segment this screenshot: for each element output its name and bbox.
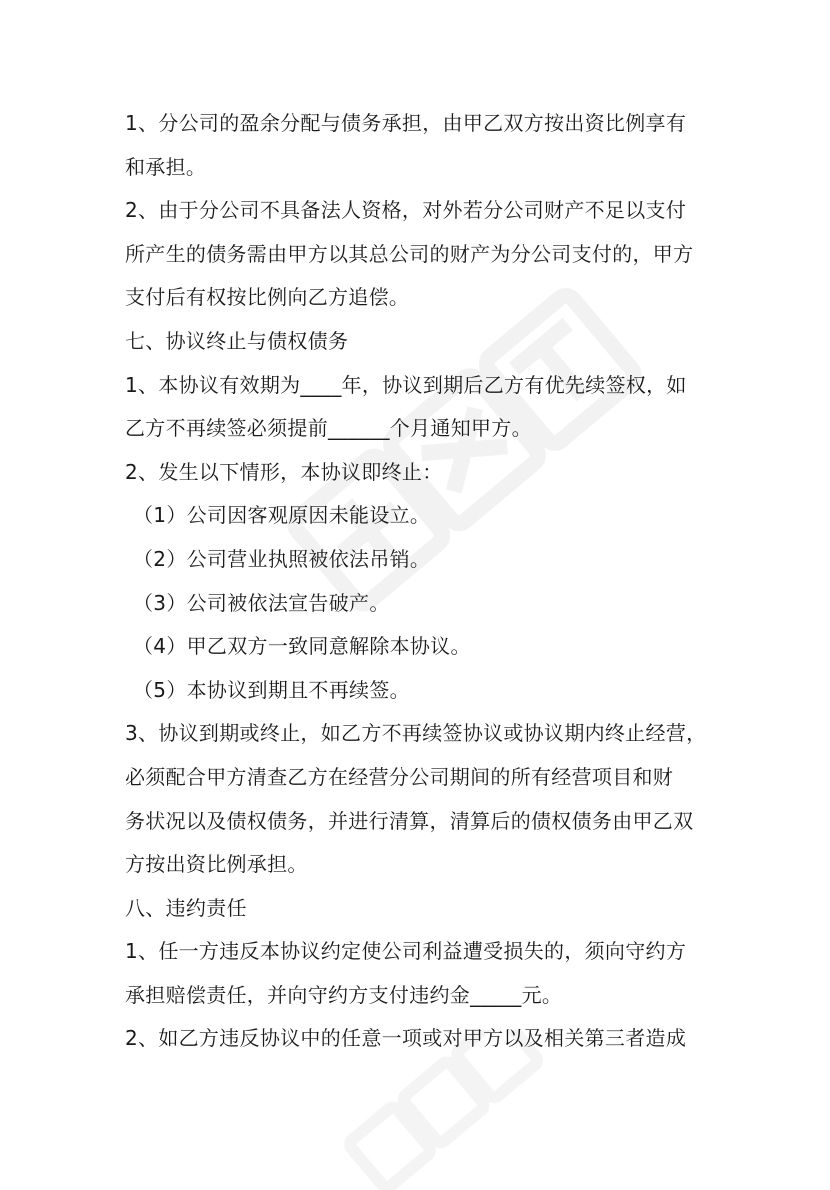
paragraph-line: 支付后有权按比例向乙方追偿。 (125, 285, 410, 310)
paragraph-line: 承担赔偿责任，并向守约方支付违约金_____元。 (125, 982, 563, 1007)
paragraph-line: 1、任一方违反本协议约定使公司利益遭受损失的，须向守约方 (125, 939, 687, 964)
list-item: （2）公司营业执照被依法吊销。 (133, 546, 431, 571)
paragraph-line: 所产生的债务需由甲方以其总公司的财产为分公司支付的，甲方 (125, 241, 694, 266)
paragraph-line: 2、发生以下情形，本协议即终止： (125, 459, 443, 484)
section-heading: 七、协议终止与债权债务 (125, 328, 349, 353)
paragraph-line: 乙方不再续签必须提前______个月通知甲方。 (125, 416, 532, 441)
paragraph-line: 3、协议到期或终止，如乙方不再续签协议或协议期内终止经营， (125, 721, 707, 746)
paragraph-line: 务状况以及债权债务，并进行清算，清算后的债权债务由甲乙双 (125, 808, 694, 833)
list-item: （1）公司因客观原因未能设立。 (133, 503, 431, 528)
document-body (125, 102, 715, 1061)
list-item: （3）公司被依法宣告破产。 (133, 590, 390, 615)
paragraph-line: 方按出资比例承担。 (125, 852, 308, 877)
paragraph-line: 1、本协议有效期为____年，协议到期后乙方有优先续签权，如 (125, 372, 687, 397)
paragraph-line: 和承担。 (125, 154, 207, 179)
list-item: （4）甲乙双方一致同意解除本协议。 (133, 634, 471, 659)
section-heading: 八、违约责任 (125, 895, 247, 920)
paragraph-line: 2、由于分公司不具备法人资格，对外若分公司财产不足以支付 (125, 198, 687, 223)
paragraph-line: 必须配合甲方清查乙方在经营分公司期间的所有经营项目和财 (125, 764, 674, 789)
paragraph-line: 1、分公司的盈余分配与债务承担，由甲乙双方按出资比例享有 (125, 111, 687, 135)
paragraph-line: 2、如乙方违反协议中的任意一项或对甲方以及相关第三者造成 (125, 1026, 687, 1051)
list-item: （5）本协议到期且不再续签。 (133, 677, 410, 702)
